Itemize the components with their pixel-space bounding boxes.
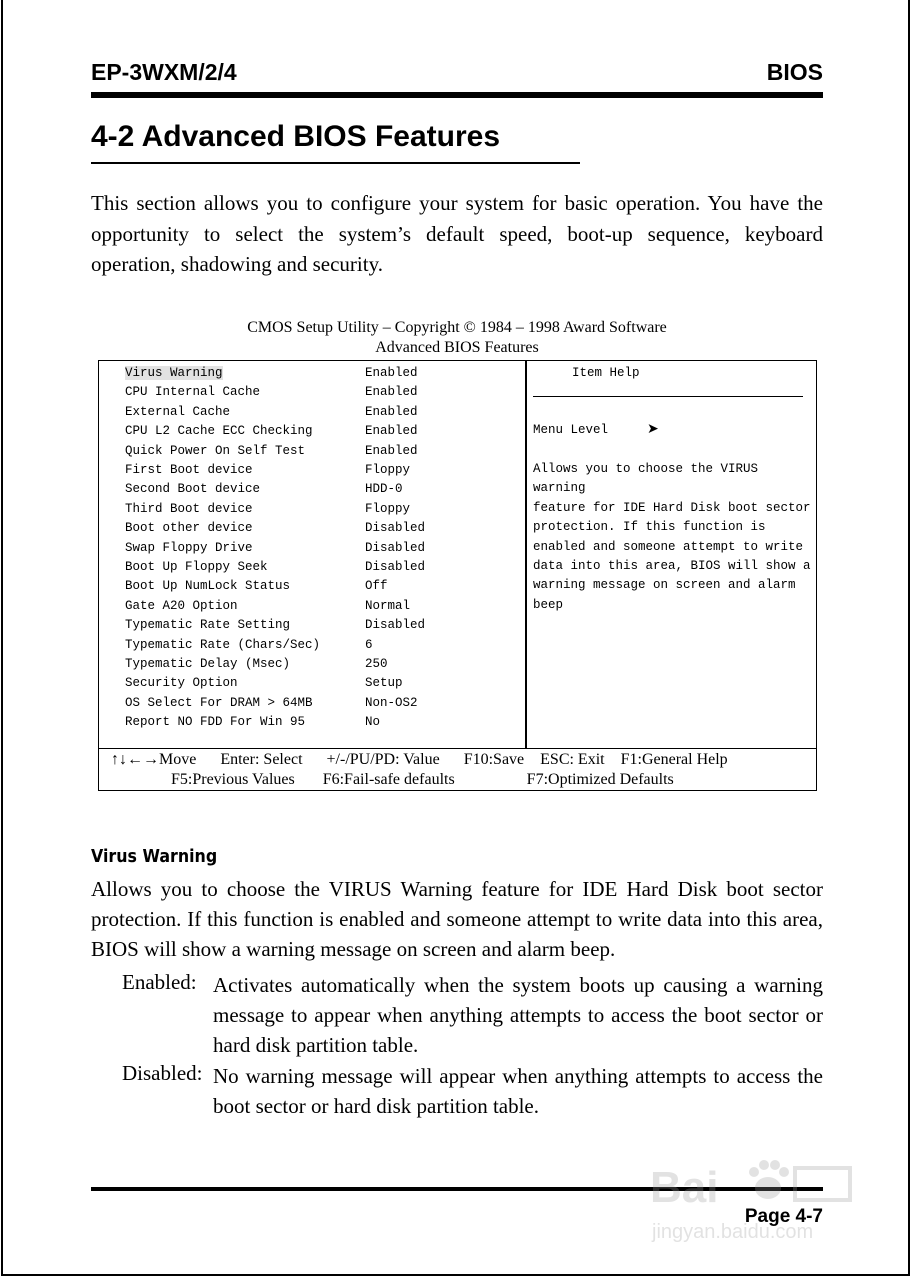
menu-level-label: Menu Level <box>533 423 609 437</box>
help-line: Allows you to choose the VIRUS warning <box>533 462 759 496</box>
bios-option[interactable]: Gate A20 Option <box>125 598 238 613</box>
bios-value[interactable]: Non-OS2 <box>365 695 418 710</box>
bios-option[interactable]: Typematic Rate Setting <box>125 618 291 633</box>
intro-paragraph: This section allows you to configure your system for basic operation. You have the opportunity to select the system’s default speed, boot-up sequence, keyboard operation, shadowing and security. <box>91 191 823 276</box>
bios-value[interactable]: 6 <box>365 637 373 652</box>
header-rule <box>91 92 823 98</box>
item-help-title: Item Help <box>572 366 640 380</box>
bios-value[interactable]: Disabled <box>365 521 426 536</box>
bios-option[interactable]: Security Option <box>125 676 238 691</box>
bios-option[interactable]: Swap Floppy Drive <box>125 540 253 555</box>
bios-screen <box>98 360 817 791</box>
section-title-rule <box>91 162 580 164</box>
bios-value[interactable]: Disabled <box>365 560 426 574</box>
bios-option[interactable]: Boot Up NumLock Status <box>125 579 291 594</box>
bios-option[interactable]: Boot Up Floppy Seek <box>125 560 268 574</box>
baidu-watermark-logo <box>650 1150 860 1245</box>
bios-value[interactable]: Enabled <box>365 443 418 458</box>
menu-level-arrow-icon: ➤ <box>647 422 659 437</box>
bios-value[interactable]: Disabled <box>365 618 426 633</box>
bios-value[interactable]: 250 <box>365 657 388 671</box>
section-title: 4-2 Advanced BIOS Features <box>91 120 501 153</box>
bios-option-virus-warning[interactable]: Virus Warning <box>125 366 223 380</box>
bios-value[interactable]: Enabled <box>365 404 418 419</box>
bios-value[interactable]: Floppy <box>365 463 411 477</box>
definition-term-enabled: Enabled: <box>122 970 197 994</box>
bios-option[interactable]: CPU L2 Cache ECC Checking <box>125 424 313 439</box>
page-number: Page 4-7 <box>744 1206 823 1227</box>
definition-term-disabled: Disabled: <box>122 1061 203 1085</box>
bios-option[interactable]: Report NO FDD For Win 95 <box>125 715 306 730</box>
bios-option[interactable]: Third Boot device <box>125 501 253 516</box>
key-help-line-1: ↑↓←→Move Enter: Select +/-/PU/PD: Value F10:Save ESC: Exit F1:General Help <box>111 751 728 768</box>
help-line: beep <box>533 597 564 612</box>
key-help-line-2: F5:Previous Values F6:Fail-safe defaults F7:Optimized Defaults <box>171 771 674 788</box>
bios-option[interactable]: Boot other device <box>125 521 253 536</box>
bios-value[interactable]: Enabled <box>365 424 418 439</box>
bios-options-area <box>99 361 816 749</box>
bios-option[interactable]: Typematic Delay (Msec) <box>125 657 291 671</box>
help-line: enabled and someone attempt to write <box>533 539 804 554</box>
bios-value[interactable]: HDD-0 <box>365 482 403 497</box>
bios-option[interactable]: Second Boot device <box>125 482 261 497</box>
bios-option[interactable]: External Cache <box>125 404 231 419</box>
bios-option[interactable]: OS Select For DRAM > 64MB <box>125 695 313 710</box>
help-line: data into this area, BIOS will show a <box>533 559 811 574</box>
bios-value[interactable]: Disabled <box>365 540 426 555</box>
help-line: warning message on screen and alarm <box>533 578 796 593</box>
item-help-text <box>533 460 813 615</box>
bios-panel-divider <box>525 361 527 748</box>
bios-value[interactable]: Enabled <box>365 385 418 400</box>
watermark-brand: Bai <box>650 1163 719 1212</box>
item-help-rule <box>533 396 803 397</box>
bios-value[interactable]: Off <box>365 579 388 594</box>
bios-value[interactable]: No <box>365 715 381 730</box>
bios-option[interactable]: Quick Power On Self Test <box>125 443 306 458</box>
bios-value[interactable]: Enabled <box>365 366 418 380</box>
bios-value[interactable]: Setup <box>365 676 403 691</box>
header-model: EP-3WXM/2/4 <box>91 59 237 85</box>
header-section: BIOS <box>766 59 823 85</box>
subsection-body: Allows you to choose the VIRUS Warning feature for IDE Hard Disk boot sector protection. If this function is enabled and someone attempt to write data into this area, BIOS will show a warning message on screen and alarm beep. <box>91 877 823 961</box>
definition-text-disabled: No warning message will appear when anything attempts to access the boot sector or hard disk partition table. <box>213 1064 823 1118</box>
bios-value[interactable]: Floppy <box>365 501 411 516</box>
bios-option[interactable]: Typematic Rate (Chars/Sec) <box>125 637 321 652</box>
bios-value[interactable]: Normal <box>365 598 411 613</box>
help-line: feature for IDE Hard Disk boot sector <box>533 500 811 515</box>
definition-text-enabled: Activates automatically when the system boots up causing a warning message to appear when anything attempts to access the boot sector or hard disk partition table. <box>213 973 823 1057</box>
bios-caption-copyright: CMOS Setup Utility – Copyright © 1984 – 1998 Award Software <box>247 319 667 336</box>
bios-option[interactable]: CPU Internal Cache <box>125 385 261 400</box>
subsection-title: Virus Warning <box>91 846 218 867</box>
watermark-glyph-box <box>795 1168 850 1200</box>
help-line: protection. If this function is <box>533 520 766 535</box>
bios-option[interactable]: First Boot device <box>125 463 253 477</box>
watermark-site: jingyan.baidu.com <box>652 1221 814 1243</box>
paw-icon <box>749 1160 789 1199</box>
bios-caption-title: Advanced BIOS Features <box>375 339 539 356</box>
